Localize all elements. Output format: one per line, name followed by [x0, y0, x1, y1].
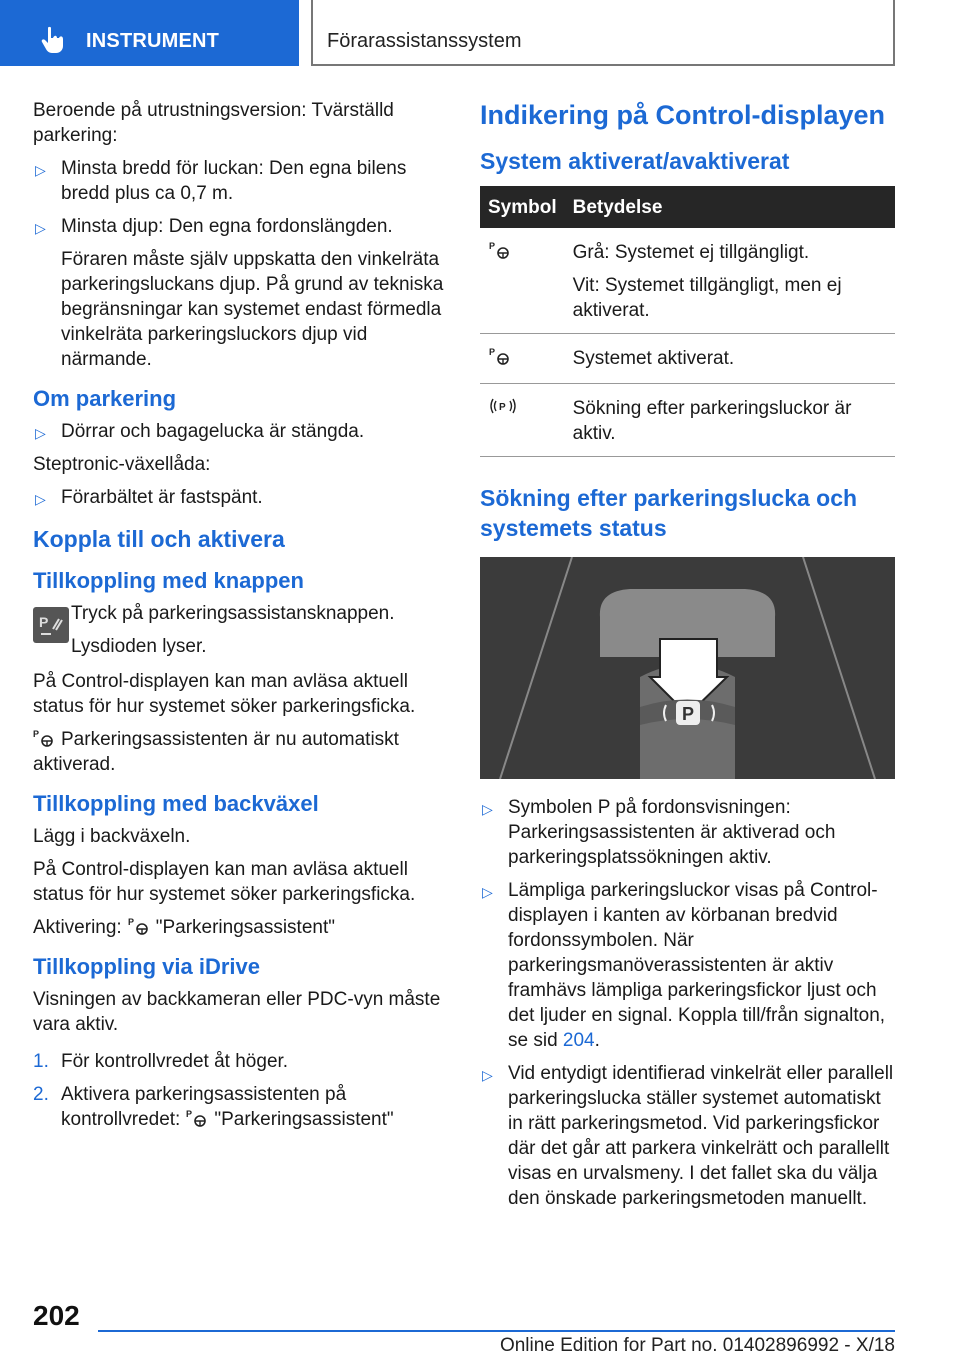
chapter-header — [311, 0, 895, 66]
bullet-triangle-icon: ▷ — [482, 801, 493, 817]
auto-activated-text: P Parkeringsassistenten är nu automatiskt aktiverad. — [33, 729, 399, 775]
list-item: 1. För kontrollvredet åt höger. — [33, 1051, 289, 1072]
table-row: P Sökning efter parkeringsluckor är aktiv. — [480, 384, 895, 457]
section-tab[interactable] — [0, 0, 299, 66]
table-header-meaning: Betydelse — [565, 186, 895, 228]
page-number: 202 — [33, 1300, 80, 1331]
footer-edition: Online Edition for Part no. 01402896992 - X/18 — [499, 1335, 895, 1356]
list-item-text: Minsta djup: Den egna fordonslängden. — [61, 216, 393, 237]
list-item — [480, 878, 895, 1053]
footer-divider — [98, 1330, 895, 1332]
parking-steering-icon — [488, 346, 512, 366]
heading-backvaxel: Tillkoppling med backväxel — [33, 791, 319, 816]
parking-steering-icon — [33, 728, 55, 748]
status-text: På Control-displayen kan man avläsa aktuell status för hur systemet söker parkeringsficka. — [33, 671, 416, 717]
heading-om-parkering: Om parkering — [33, 386, 177, 411]
svg-text:P: P — [499, 402, 506, 413]
bullet-triangle-icon: ▷ — [482, 1067, 493, 1083]
parking-assist-button-icon — [33, 607, 69, 643]
bullet-triangle-icon: ▷ — [35, 425, 46, 441]
list-item-text: Symbolen P på fordonsvisningen: Parkeringsassistenten är aktiverad och parkeringsplatssökningen aktiv. — [508, 797, 836, 868]
idrive-text: Visningen av backkameran eller PDC-vyn måste vara aktiv. — [33, 989, 441, 1035]
parking-steering-icon — [186, 1108, 208, 1128]
heading-indikering: Indikering på Control-displayen — [480, 100, 886, 130]
list-item — [33, 214, 446, 372]
list-item-text: Minsta bredd för luckan: Den egna bilens bredd plus ca 0,7 m. — [61, 158, 407, 204]
list-item-subtext: Föraren måste själv uppskatta den vinkelräta parkeringsluckans djup. På grund av tekniska begränsningar kan systemet endast förmedla vinkelräta parkeringsluckors djup vid närmande. — [61, 249, 444, 370]
page-link[interactable]: 204 — [562, 1030, 595, 1051]
back-text-3: Aktivering: P "Parkeringsassistent" — [33, 917, 335, 938]
svg-text:P: P — [489, 347, 496, 357]
svg-text:P: P — [33, 729, 40, 739]
table-header-symbol: Symbol — [480, 186, 565, 228]
button-instruction — [33, 601, 446, 659]
vehicle-p-symbol: P — [682, 704, 695, 724]
svg-text:P: P — [127, 917, 134, 927]
heading-koppla: Koppla till och aktivera — [33, 526, 285, 552]
section-tab-label: INSTRUMENT — [86, 30, 220, 52]
heading-system-status: System aktiverat/avaktiverat — [480, 148, 790, 174]
parking-search-icon — [488, 396, 518, 416]
bullet-triangle-icon: ▷ — [35, 162, 46, 178]
list-item — [33, 419, 446, 444]
heading-knapp: Tillkoppling med knappen — [33, 568, 304, 593]
svg-text:P: P — [39, 614, 49, 630]
steptronic-text: Steptronic-växellåda: — [33, 454, 211, 475]
list-item — [480, 1061, 895, 1211]
bullet-triangle-icon: ▷ — [482, 884, 493, 900]
table-row: P Grå: Systemet ej tillgängligt. Vit: Systemet tillgängligt, men ej aktiverat. — [480, 228, 895, 334]
list-item: 2. Aktivera parkeringsassistenten på kontrollvredet: P "Parkeringsassistent" — [33, 1084, 394, 1130]
bullet-triangle-icon: ▷ — [35, 220, 46, 236]
symbol-table — [480, 186, 895, 457]
list-item — [33, 485, 446, 510]
right-column — [480, 98, 895, 1219]
list-item-text: Dörrar och bagagelucka är stängda. — [61, 421, 365, 442]
heading-search-status: Sökning efter parkeringslucka och systemets status — [480, 485, 858, 541]
back-text-1: Lägg i backväxeln. — [33, 826, 191, 847]
chapter-title: Förarassistanssystem — [327, 30, 522, 52]
heading-idrive: Tillkoppling via iDrive — [33, 954, 260, 979]
parking-steering-icon — [128, 916, 150, 936]
bullet-triangle-icon: ▷ — [35, 491, 46, 507]
list-item — [480, 795, 895, 870]
list-item-text: Lämpliga parkeringsluckor visas på Control-displayen i kanten av körbanan bredvid fordonssymbolen. När parkeringsmanöverassistenten är aktiv framhävs lämpliga parkeringsfickor ljust och det ljuder en signal. Koppla till/från signalton, se sid 204. — [508, 880, 886, 1051]
button-instruction-line2: Lysdioden lyser. — [71, 636, 207, 657]
table-row: P Systemet aktiverat. — [480, 334, 895, 384]
list-item-text: Vid entydigt identifierad vinkelrät eller parallell parkeringslucka ställer systemet automatiskt in rätt parkeringsmetod. Vid parkeringsfickor där det går att parkera vinkelrätt och parallellt visas en urvalsmeny. I det fallet ska du välja den önskade parkeringsmetoden manuellt. — [508, 1063, 894, 1209]
button-instruction-line1: Tryck på parkeringsassistansknappen. — [71, 603, 395, 624]
svg-text:P: P — [489, 241, 496, 251]
parking-steering-icon — [488, 240, 512, 260]
svg-text:P: P — [186, 1109, 193, 1119]
left-column — [33, 98, 446, 1140]
list-item — [33, 156, 446, 206]
intro-text: Beroende på utrustningsversion: Tvärställd parkering: — [33, 100, 394, 146]
list-item-text: Förarbältet är fastspänt. — [61, 487, 263, 508]
control-display-image — [480, 557, 895, 779]
back-text-2: På Control-displayen kan man avläsa aktuell status för hur systemet söker parkeringsficka. — [33, 859, 416, 905]
pointing-hand-icon — [40, 26, 66, 54]
